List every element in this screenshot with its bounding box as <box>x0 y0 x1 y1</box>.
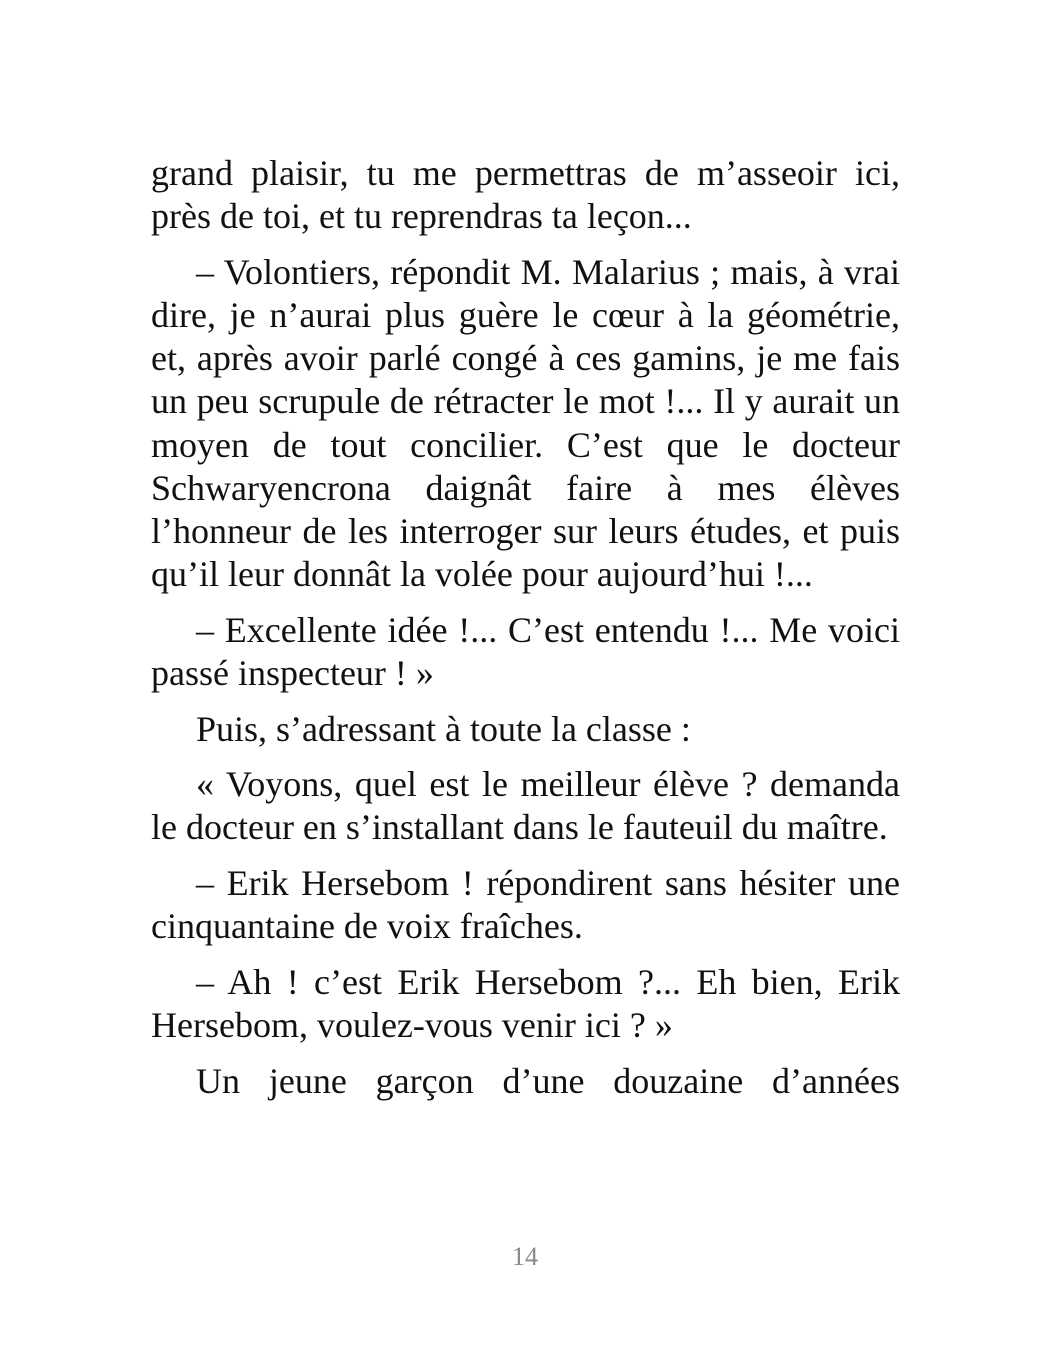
paragraph: – Excellente idée !... C’est entendu !... Me voici passé inspecteur ! » <box>151 609 900 694</box>
paragraph: Un jeune garçon d’une douzaine d’années <box>196 1060 900 1101</box>
paragraph: – Ah ! c’est Erik Hersebom ?... Eh bien, Erik Hersebom, voulez-vous venir ici ? » <box>151 961 900 1045</box>
paragraph: grand plaisir, tu me permettras de m’asseoir ici, près de toi, et tu reprendras ta leçon... <box>151 153 900 237</box>
paragraph: Puis, s’adressant à toute la classe : <box>196 708 691 749</box>
paragraph: – Erik Hersebom ! répondirent sans hésiter une cinquantaine de voix fraîches. <box>151 863 900 947</box>
page-number: 14 <box>512 1242 538 1271</box>
paragraph: « Voyons, quel est le meilleur élève ? demanda le docteur en s’installant dans le fauteuil du maître. <box>151 764 900 848</box>
paragraph: – Volontiers, répondit M. Malarius ; mais, à vrai dire, je n’aurai plus guère le cœur à la géométrie, et, après avoir parlé congé à ces gamins, je me fais un peu scrupule de rétracter le mot !... Il y aurait un moyen de tout concilier. C’est que le docteur Schwaryencrona daignât faire à mes élèves l’honneur de les interroger sur leurs études, et puis qu’il leur donnât la volée pour aujourd’hui !... <box>151 251 900 595</box>
page-text <box>151 152 900 1115</box>
